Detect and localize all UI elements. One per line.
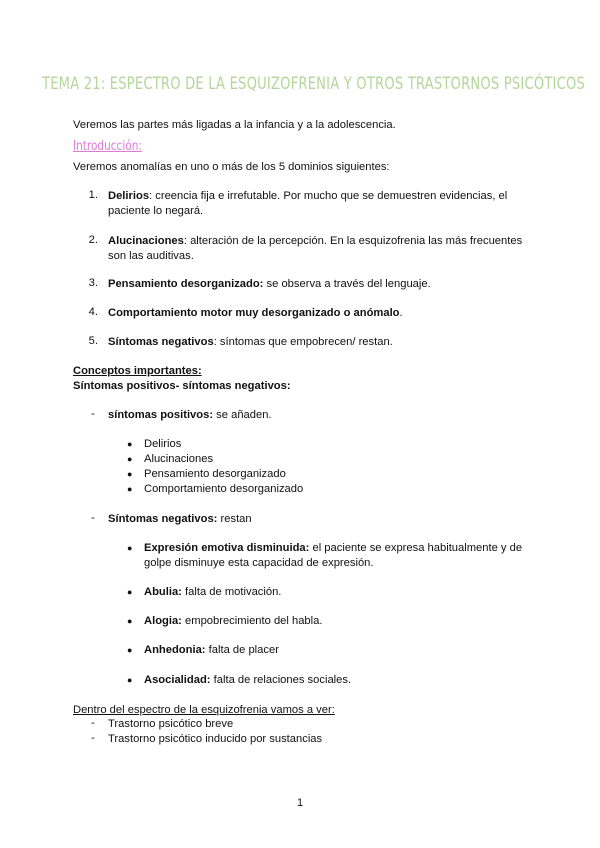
list-item: Comportamiento motor muy desorganizado o anómalo. [108, 307, 403, 319]
bullet-item: Anhedonia: falta de placer [144, 644, 279, 656]
bullet-icon: ● [127, 675, 133, 685]
list-item-cont: son las auditivas. [108, 250, 194, 262]
bullet-item-cont: golpe disminuye esta capacidad de expresión. [144, 557, 374, 569]
bullet-icon: ● [127, 454, 133, 464]
page-title: TEMA 21: ESPECTRO DE LA ESQUIZOFRENIA Y OTROS TRASTORNOS PSICÓTICOS [42, 74, 586, 94]
list-number: 4. [88, 306, 98, 318]
dash-marker: - [91, 732, 95, 744]
list-item: Delirios: creencia fija e irrefutable. Por mucho que se demuestren evidencias, el [108, 190, 508, 202]
list-item-cont: paciente lo negará. [108, 205, 204, 217]
concepts-subheading: Síntomas positivos- síntomas negativos: [73, 380, 291, 392]
list-item: Alucinaciones: alteración de la percepción. En la esquizofrenia las más frecuentes [108, 235, 523, 247]
bullet-item: Comportamiento desorganizado [144, 483, 304, 495]
bullet-icon: ● [127, 587, 133, 597]
list-number: 5. [88, 335, 98, 347]
page-number: 1 [296, 797, 304, 809]
bullet-icon: ● [127, 543, 133, 553]
bullet-icon: ● [127, 645, 133, 655]
intro-heading: Introducción: [73, 139, 142, 154]
dash-marker: - [91, 408, 95, 420]
bullet-icon: ● [127, 469, 133, 479]
dash-marker: - [91, 717, 95, 729]
list-number: 3. [88, 277, 98, 289]
list-number: 1. [88, 189, 98, 201]
bullet-item: Asocialidad: falta de relaciones sociales. [144, 674, 352, 686]
negative-symptoms-item: Síntomas negativos: restan [108, 513, 252, 525]
positive-symptoms-item: síntomas positivos: se añaden. [108, 409, 272, 421]
bullet-item: Abulia: falta de motivación. [144, 586, 282, 598]
bullet-item: Alogia: empobrecimiento del habla. [144, 615, 323, 627]
bullet-item: Expresión emotiva disminuida: el paciente se expresa habitualmente y de [144, 542, 523, 554]
domains-intro: Veremos anomalías en uno o más de los 5 dominios siguientes: [73, 161, 390, 173]
intro-line: Veremos las partes más ligadas a la infancia y a la adolescencia. [73, 119, 396, 131]
bullet-icon: ● [127, 616, 133, 626]
spectrum-heading: Dentro del espectro de la esquizofrenia vamos a ver: [73, 704, 335, 716]
bullet-icon: ● [127, 439, 133, 449]
bullet-icon: ● [127, 484, 133, 494]
list-number: 2. [88, 234, 98, 246]
bullet-item: Pensamiento desorganizado [144, 468, 286, 480]
bullet-item: Delirios [144, 438, 182, 450]
concepts-heading: Conceptos importantes: [73, 365, 202, 377]
bullet-item: Alucinaciones [144, 453, 214, 465]
spectrum-item: Trastorno psicótico inducido por sustancias [108, 733, 323, 745]
spectrum-item: Trastorno psicótico breve [108, 718, 234, 730]
list-item: Pensamiento desorganizado: se observa a través del lenguaje. [108, 278, 431, 290]
dash-marker: - [91, 512, 95, 524]
list-item: Síntomas negativos: síntomas que empobrecen/ restan. [108, 336, 393, 348]
